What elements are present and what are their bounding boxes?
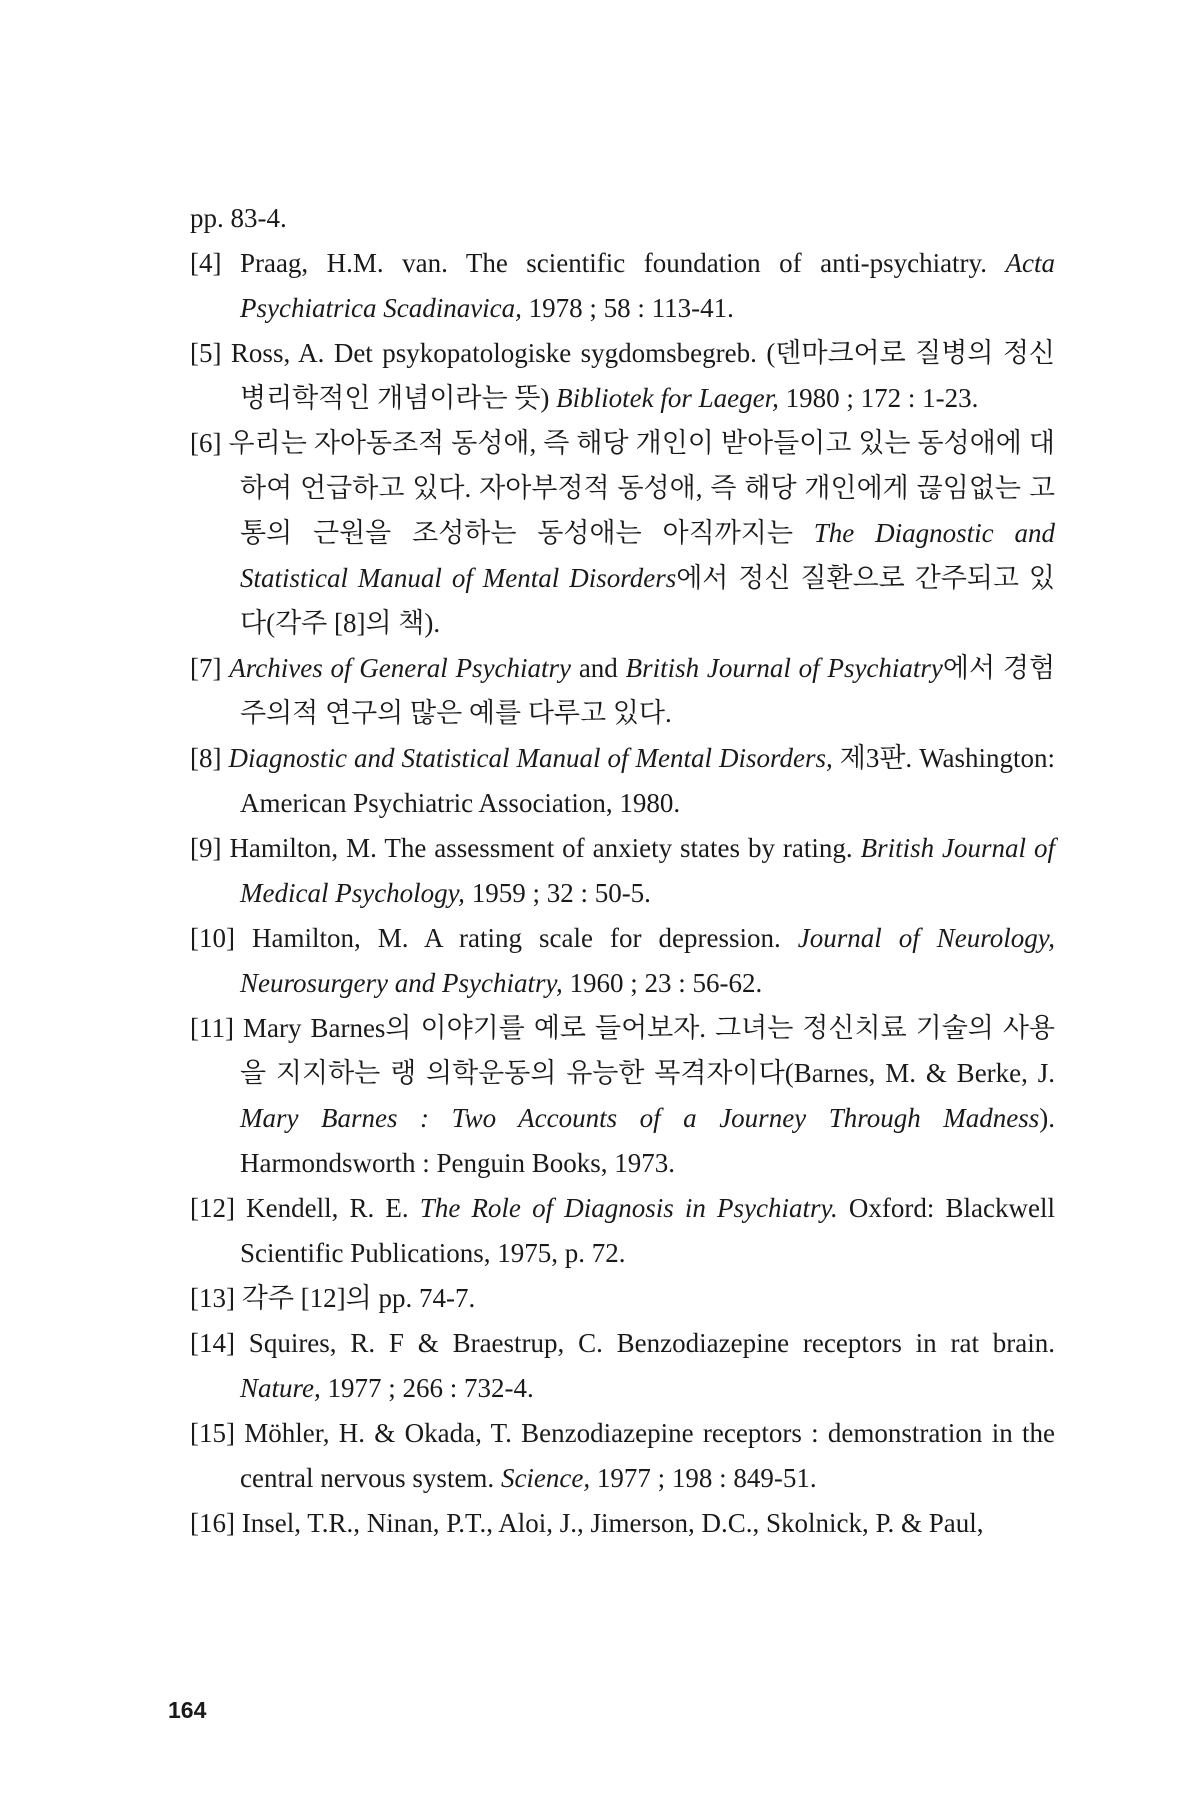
reference-number: [11]	[190, 1013, 234, 1043]
reference-text: 제3판. Washington: American Psychiatric Association, 1980.	[240, 743, 1056, 818]
reference-text: 우리는 자아동조적 동성애, 즉 해당 개인이 받아들이고 있는 동성애에 대하여 언급하고 있다. 자아부정적 동성애, 즉 해당 개인에게 끊임없는 고통의 근원을 조성하는 동성애는 아직까지는	[228, 428, 1055, 548]
reference-text: Oxford: Blackwell Scientific Publications, 1975, p. 72.	[240, 1193, 1055, 1268]
reference-number: [7]	[190, 653, 222, 683]
reference-text: and	[571, 653, 626, 683]
reference-title-italic: Acta Psychiatrica Scadinavica,	[240, 248, 1055, 323]
reference-number: [15]	[190, 1418, 235, 1448]
reference-entry	[190, 1006, 1055, 1186]
page-number: 164	[168, 1697, 207, 1723]
reference-text: Ross, A. Det psykopatologiske sygdomsbegreb. (덴마크어로 질병의 정신병리학적인 개념이라는 뜻)	[230, 338, 1055, 413]
reference-title-italic: Nature,	[240, 1373, 321, 1403]
reference-text: 에서 정신 질환으로 간주되고 있다(각주 [8]의 책).	[240, 563, 1055, 638]
reference-text: Praag, H.M. van. The scientific foundation of anti-psychiatry.	[239, 248, 1006, 278]
reference-entry	[190, 736, 1055, 826]
reference-title-italic: Archives of General Psychiatry	[229, 653, 572, 683]
continued-reference-line: pp. 83-4.	[190, 203, 287, 233]
reference-text: 1960 ; 23 : 56-62.	[562, 968, 763, 998]
reference-number: [9]	[190, 833, 222, 863]
reference-title-italic: Science,	[500, 1463, 591, 1493]
reference-title-italic: The Diagnostic and Statistical Manual of Mental Disorders	[240, 518, 1055, 593]
reference-number: [14]	[190, 1328, 235, 1358]
reference-entry	[190, 421, 1055, 646]
reference-text: 1977 ; 198 : 849-51.	[590, 1463, 817, 1493]
reference-entry	[190, 331, 1055, 421]
reference-title-italic: Mary Barnes : Two Accounts of a Journey Through Madness	[240, 1103, 1040, 1133]
reference-text: 1977 ; 266 : 732-4.	[320, 1373, 534, 1403]
reference-title-italic: Diagnostic and Statistical Manual of Mental Disorders,	[228, 743, 833, 773]
reference-entry	[190, 1276, 1055, 1321]
reference-text: 1980 ; 172 : 1-23.	[778, 383, 979, 413]
reference-text: Kendell, R. E.	[246, 1193, 420, 1223]
reference-text: 1978 ; 58 : 113-41.	[521, 293, 734, 323]
reference-list	[190, 196, 1055, 1546]
reference-entry	[190, 646, 1055, 736]
reference-entry	[190, 916, 1055, 1006]
reference-title-italic: British Journal of Medical Psychology,	[240, 833, 1055, 908]
reference-number: [12]	[190, 1193, 235, 1223]
reference-text: Hamilton, M. A rating scale for depression.	[252, 923, 798, 953]
reference-number: [4]	[190, 248, 222, 278]
reference-text: Squires, R. F & Braestrup, C. Benzodiazepine receptors in rat brain.	[248, 1328, 1055, 1358]
reference-number: [16]	[190, 1508, 235, 1538]
reference-text: 각주 [12]의 pp. 74-7.	[241, 1283, 476, 1313]
reference-number: [6]	[190, 428, 222, 458]
reference-text: Mary Barnes의 이야기를 예로 들어보자. 그녀는 정신치료 기술의 사용을 지지하는 랭 의학운동의 유능한 목격자이다(Barnes, M. & Berke, J.	[240, 1013, 1056, 1088]
reference-number: [13]	[190, 1283, 235, 1313]
reference-number: [8]	[190, 743, 222, 773]
reference-title-italic: Journal of Neurology, Neurosurgery and Psychiatry,	[240, 923, 1055, 998]
reference-number: [10]	[190, 923, 235, 953]
reference-text: Hamilton, M. The assessment of anxiety states by rating.	[229, 833, 861, 863]
reference-title-italic: The Role of Diagnosis in Psychiatry.	[419, 1193, 838, 1223]
reference-entry	[190, 241, 1055, 331]
reference-text: 1959 ; 32 : 50-5.	[464, 878, 651, 908]
reference-entry	[190, 826, 1055, 916]
reference-text: ). Harmondsworth : Penguin Books, 1973.	[240, 1103, 1055, 1178]
references-container	[190, 241, 1055, 1546]
reference-entry	[190, 1321, 1055, 1411]
reference-title-italic: British Journal of Psychiatry	[625, 653, 943, 683]
reference-title-italic: Bibliotek for Laeger,	[556, 383, 779, 413]
reference-number: [5]	[190, 338, 222, 368]
reference-text: Möhler, H. & Okada, T. Benzodiazepine receptors : demonstration in the central nervous system.	[240, 1418, 1055, 1493]
reference-entry	[190, 1501, 1055, 1546]
reference-text: Insel, T.R., Ninan, P.T., Aloi, J., Jimerson, D.C., Skolnick, P. & Paul,	[241, 1508, 984, 1538]
reference-entry	[190, 1186, 1055, 1276]
reference-text: 에서 경험주의적 연구의 많은 예를 다루고 있다.	[240, 653, 1056, 728]
reference-entry	[190, 1411, 1055, 1501]
